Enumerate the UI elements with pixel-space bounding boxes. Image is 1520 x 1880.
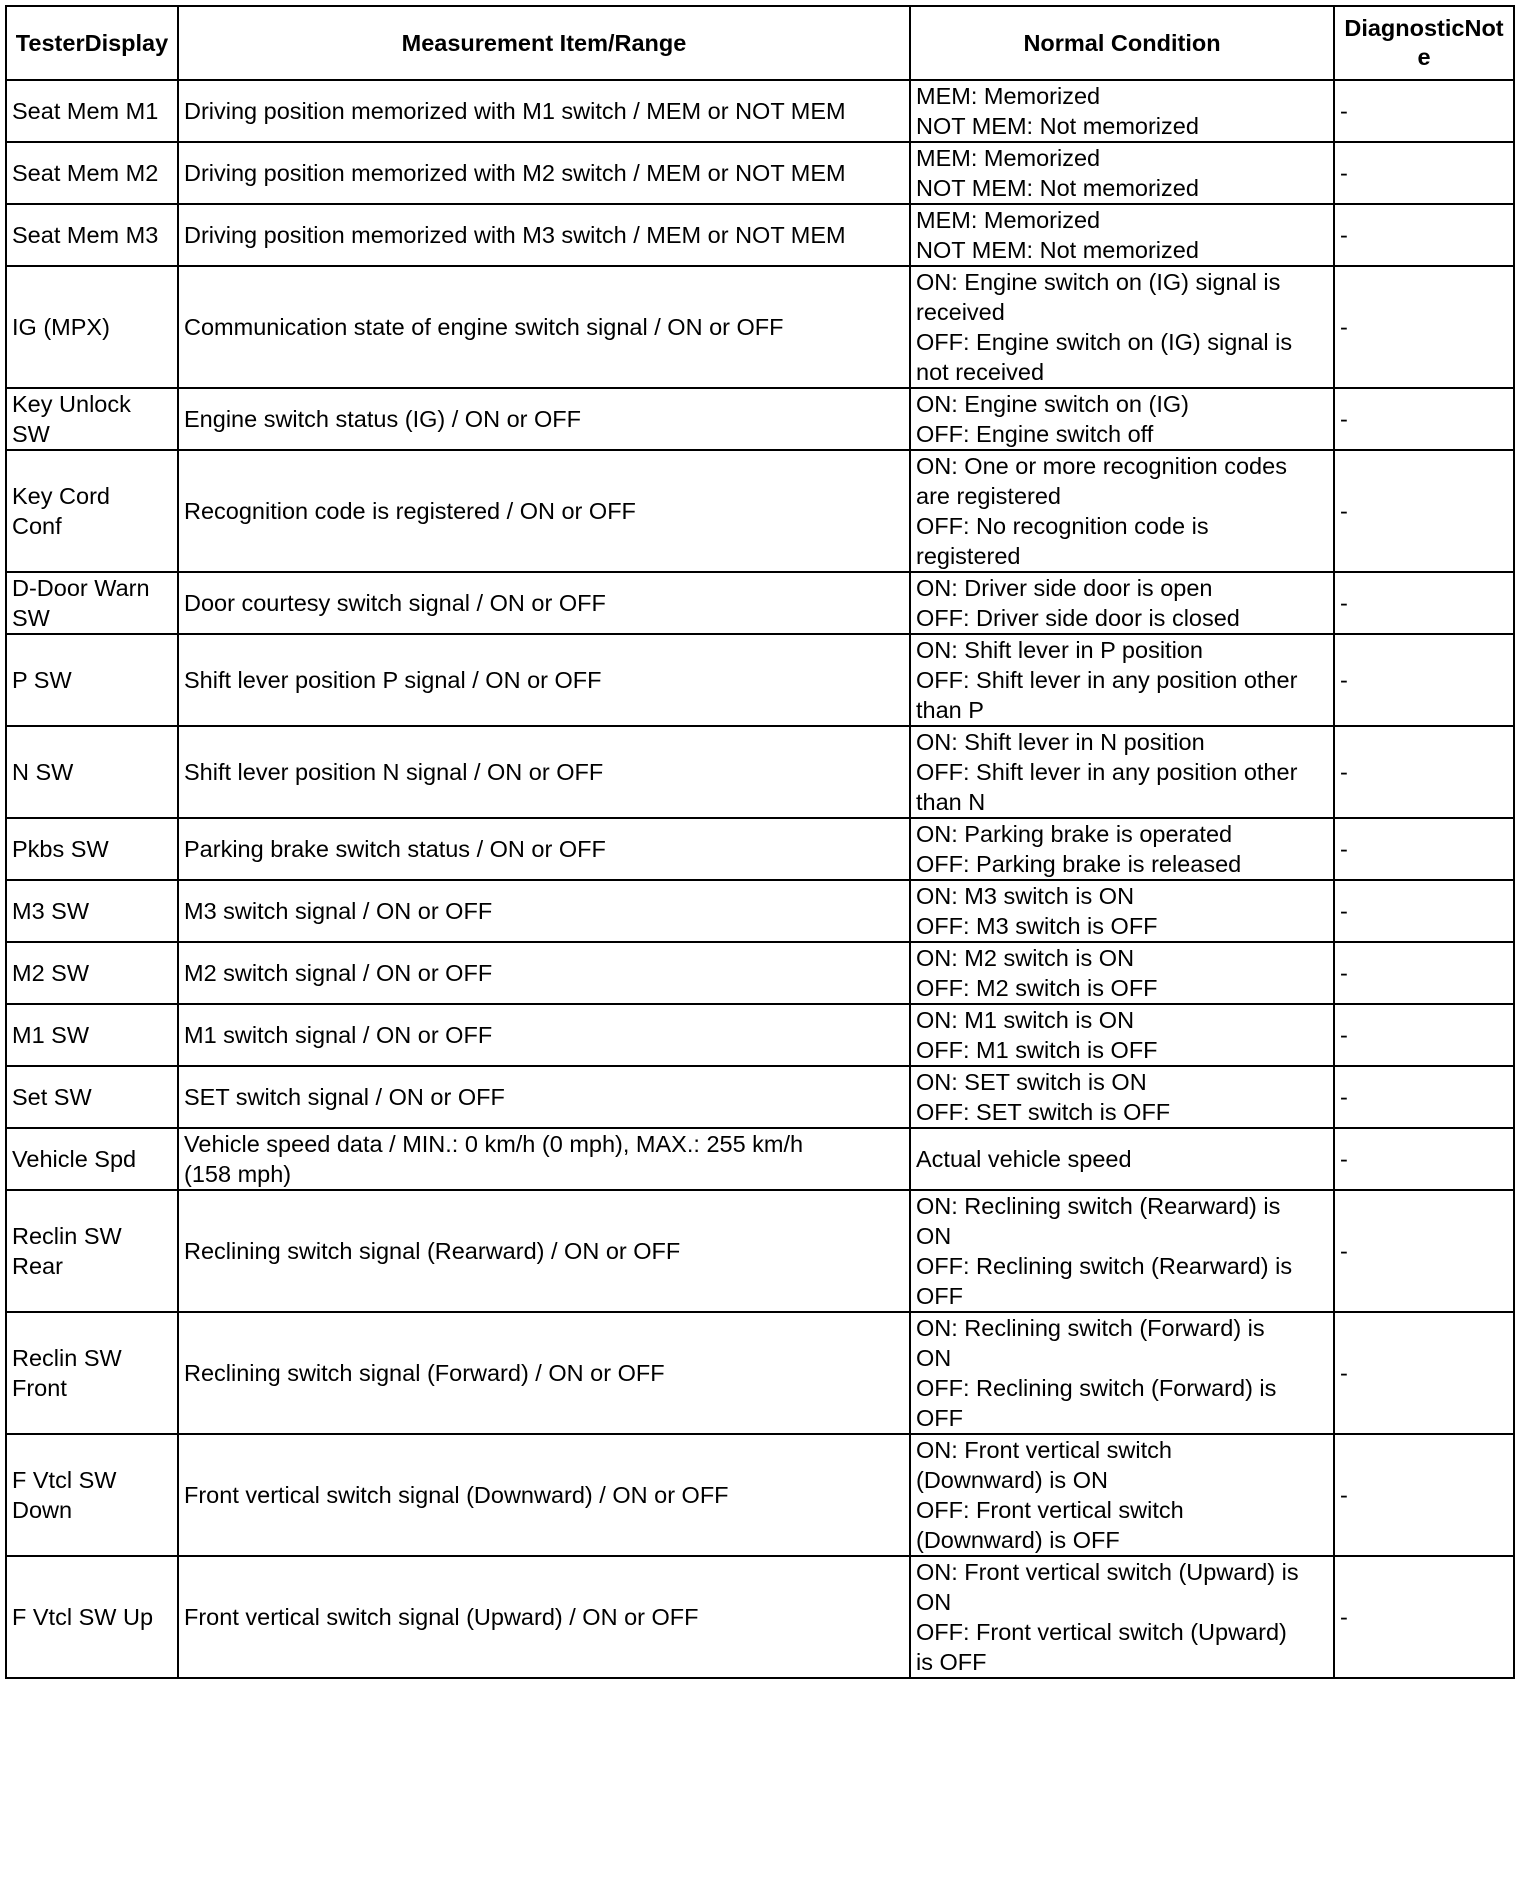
cell-text-line: ON: M2 switch is ON <box>916 945 1135 971</box>
diagnostic-note-cell: - <box>1334 942 1514 1004</box>
normal-condition-cell <box>910 266 1334 388</box>
tester-display-cell <box>6 1556 178 1678</box>
cell-text-line: OFF: M1 switch is OFF <box>916 1037 1158 1063</box>
diagnostic-note-cell: - <box>1334 1190 1514 1312</box>
cell-text-line: Rear <box>12 1253 63 1279</box>
cell-text-line: Front <box>12 1375 67 1401</box>
table-row <box>6 1556 1514 1678</box>
table-row <box>6 880 1514 942</box>
diagnostic-note-cell: - <box>1334 450 1514 572</box>
table-row <box>6 1190 1514 1312</box>
cell-text-line: SW <box>12 421 50 447</box>
cell-text-line: received <box>916 299 1005 325</box>
normal-condition-cell <box>910 942 1334 1004</box>
cell-text-line: ON: Shift lever in P position <box>916 637 1203 663</box>
normal-condition-cell <box>910 1190 1334 1312</box>
diagnostic-note-cell: - <box>1334 634 1514 726</box>
cell-text-line: ON: Engine switch on (IG) <box>916 391 1189 417</box>
tester-display-cell <box>6 818 178 880</box>
measurement-item-cell <box>178 1312 910 1434</box>
cell-text-line: is OFF <box>916 1649 987 1675</box>
cell-text-line: ON: M1 switch is ON <box>916 1007 1135 1033</box>
measurement-item-cell <box>178 572 910 634</box>
cell-text-line: OFF: SET switch is OFF <box>916 1099 1171 1125</box>
header-diagnostic-note <box>1334 6 1514 80</box>
measurement-item-cell <box>178 266 910 388</box>
diagnostic-note-cell: - <box>1334 1066 1514 1128</box>
tester-display-cell <box>6 726 178 818</box>
cell-text-line: Driving position memorized with M3 switch / MEM or NOT MEM <box>184 222 846 248</box>
cell-text-line: Engine switch status (IG) / ON or OFF <box>184 406 581 432</box>
cell-text-line: Recognition code is registered / ON or OFF <box>184 498 636 524</box>
normal-condition-cell <box>910 1066 1334 1128</box>
cell-text-line: M3 switch signal / ON or OFF <box>184 898 493 924</box>
tester-display-cell <box>6 880 178 942</box>
cell-text-line: registered <box>916 543 1021 569</box>
cell-text-line: OFF: Front vertical switch <box>916 1497 1184 1523</box>
cell-text-line: NOT MEM: Not memorized <box>916 237 1199 263</box>
cell-text-line: Reclining switch signal (Forward) / ON or OFF <box>184 1360 665 1386</box>
header-tester-display <box>6 6 178 80</box>
data-list-table <box>5 5 1515 1679</box>
cell-text-line: M1 switch signal / ON or OFF <box>184 1022 493 1048</box>
document-sheet <box>5 5 1513 1679</box>
header-normal-condition <box>910 6 1334 80</box>
normal-condition-cell <box>910 880 1334 942</box>
cell-text-line: ON <box>916 1589 952 1615</box>
diagnostic-note-cell: - <box>1334 726 1514 818</box>
cell-text-line: not received <box>916 359 1045 385</box>
cell-text-line: OFF: M3 switch is OFF <box>916 913 1158 939</box>
cell-text-line: F Vtcl SW Up <box>12 1604 154 1630</box>
cell-text-line: Vehicle Spd <box>12 1146 137 1172</box>
table-row <box>6 818 1514 880</box>
measurement-item-cell <box>178 450 910 572</box>
cell-text-line: Down <box>12 1497 73 1523</box>
cell-text-line: Seat Mem M1 <box>12 98 159 124</box>
table-row <box>6 572 1514 634</box>
tester-display-cell <box>6 204 178 266</box>
measurement-item-cell <box>178 1066 910 1128</box>
header-text-line: Normal Condition <box>1023 29 1221 56</box>
table-row <box>6 1004 1514 1066</box>
cell-text-line: Reclin SW <box>12 1223 122 1249</box>
cell-text-line: P SW <box>12 667 72 693</box>
tester-display-cell <box>6 142 178 204</box>
table-body <box>6 80 1514 1678</box>
normal-condition-cell <box>910 1434 1334 1556</box>
diagnostic-note-cell: - <box>1334 204 1514 266</box>
normal-condition-cell <box>910 818 1334 880</box>
cell-text-line: OFF: Reclining switch (Rearward) is <box>916 1253 1293 1279</box>
cell-text-line: Shift lever position N signal / ON or OFF <box>184 759 604 785</box>
table-row <box>6 1128 1514 1190</box>
diagnostic-note-cell: - <box>1334 572 1514 634</box>
table-row <box>6 266 1514 388</box>
cell-text-line: OFF: Driver side door is closed <box>916 605 1240 631</box>
cell-text-line: OFF: Reclining switch (Forward) is <box>916 1375 1277 1401</box>
measurement-item-cell <box>178 80 910 142</box>
cell-text-line: OFF: Shift lever in any position other <box>916 759 1298 785</box>
table-row <box>6 942 1514 1004</box>
cell-text-line: ON <box>916 1345 952 1371</box>
diagnostic-note-cell: - <box>1334 80 1514 142</box>
measurement-item-cell <box>178 818 910 880</box>
measurement-item-cell <box>178 634 910 726</box>
cell-text-line: Actual vehicle speed <box>916 1146 1132 1172</box>
cell-text-line: Reclin SW <box>12 1345 122 1371</box>
cell-text-line: OFF <box>916 1405 963 1431</box>
cell-text-line: than P <box>916 697 984 723</box>
cell-text-line: Key Cord <box>12 483 110 509</box>
cell-text-line: Front vertical switch signal (Downward) / ON or OFF <box>184 1482 729 1508</box>
measurement-item-cell <box>178 1556 910 1678</box>
tester-display-cell <box>6 942 178 1004</box>
table-header-row <box>6 6 1514 80</box>
table-row <box>6 1066 1514 1128</box>
header-text-line: Note <box>1417 15 1504 70</box>
cell-text-line: Communication state of engine switch signal / ON or OFF <box>184 314 784 340</box>
cell-text-line: Seat Mem M3 <box>12 222 159 248</box>
cell-text-line: (Downward) is ON <box>916 1467 1108 1493</box>
tester-display-cell <box>6 450 178 572</box>
normal-condition-cell <box>910 726 1334 818</box>
measurement-item-cell <box>178 942 910 1004</box>
cell-text-line: ON: Parking brake is operated <box>916 821 1233 847</box>
cell-text-line: are registered <box>916 483 1061 509</box>
cell-text-line: ON: Front vertical switch (Upward) is <box>916 1559 1299 1585</box>
cell-text-line: Reclining switch signal (Rearward) / ON or OFF <box>184 1238 681 1264</box>
cell-text-line: Driving position memorized with M1 switch / MEM or NOT MEM <box>184 98 846 124</box>
normal-condition-cell <box>910 572 1334 634</box>
table-row <box>6 1434 1514 1556</box>
cell-text-line: Set SW <box>12 1084 92 1110</box>
cell-text-line: D-Door Warn <box>12 575 150 601</box>
diagnostic-note-cell: - <box>1334 1434 1514 1556</box>
cell-text-line: ON: M3 switch is ON <box>916 883 1135 909</box>
cell-text-line: Conf <box>12 513 62 539</box>
normal-condition-cell <box>910 450 1334 572</box>
header-text-line: Diagnostic <box>1344 15 1465 41</box>
cell-text-line: N SW <box>12 759 74 785</box>
cell-text-line: ON: SET switch is ON <box>916 1069 1147 1095</box>
cell-text-line: Door courtesy switch signal / ON or OFF <box>184 590 606 616</box>
cell-text-line: ON: Reclining switch (Rearward) is <box>916 1193 1281 1219</box>
measurement-item-cell <box>178 1434 910 1556</box>
diagnostic-note-cell: - <box>1334 1312 1514 1434</box>
cell-text-line: F Vtcl SW <box>12 1467 117 1493</box>
diagnostic-note-cell: - <box>1334 880 1514 942</box>
header-text-line: Display <box>84 29 169 56</box>
cell-text-line: OFF <box>916 1283 963 1309</box>
cell-text-line: M1 SW <box>12 1022 90 1048</box>
cell-text-line: MEM: Memorized <box>916 83 1101 109</box>
tester-display-cell <box>6 1004 178 1066</box>
tester-display-cell <box>6 1312 178 1434</box>
normal-condition-cell <box>910 388 1334 450</box>
header-text-line: Tester <box>15 29 85 56</box>
diagnostic-note-cell: - <box>1334 388 1514 450</box>
diagnostic-note-cell: - <box>1334 142 1514 204</box>
normal-condition-cell <box>910 1556 1334 1678</box>
cell-text-line: than N <box>916 789 986 815</box>
cell-text-line: (158 mph) <box>184 1161 292 1187</box>
measurement-item-cell <box>178 388 910 450</box>
cell-text-line: ON <box>916 1223 952 1249</box>
measurement-item-cell <box>178 1004 910 1066</box>
cell-text-line: NOT MEM: Not memorized <box>916 113 1199 139</box>
cell-text-line: ON: One or more recognition codes <box>916 453 1287 479</box>
measurement-item-cell <box>178 880 910 942</box>
cell-text-line: M2 switch signal / ON or OFF <box>184 960 493 986</box>
cell-text-line: OFF: M2 switch is OFF <box>916 975 1158 1001</box>
cell-text-line: M3 SW <box>12 898 90 924</box>
cell-text-line: OFF: Engine switch on (IG) signal is <box>916 329 1293 355</box>
normal-condition-cell <box>910 634 1334 726</box>
tester-display-cell <box>6 1066 178 1128</box>
cell-text-line: OFF: Shift lever in any position other <box>916 667 1298 693</box>
table-row <box>6 726 1514 818</box>
cell-text-line: MEM: Memorized <box>916 145 1101 171</box>
measurement-item-cell <box>178 204 910 266</box>
cell-text-line: Pkbs SW <box>12 836 109 862</box>
tester-display-cell <box>6 572 178 634</box>
cell-text-line: OFF: Engine switch off <box>916 421 1154 447</box>
measurement-item-cell <box>178 726 910 818</box>
tester-display-cell <box>6 1434 178 1556</box>
normal-condition-cell <box>910 1312 1334 1434</box>
table-row <box>6 142 1514 204</box>
cell-text-line: Front vertical switch signal (Upward) / ON or OFF <box>184 1604 699 1630</box>
cell-text-line: MEM: Memorized <box>916 207 1101 233</box>
cell-text-line: Vehicle speed data / MIN.: 0 km/h (0 mph), MAX.: 255 km/h <box>184 1131 804 1157</box>
tester-display-cell <box>6 1190 178 1312</box>
cell-text-line: M2 SW <box>12 960 90 986</box>
table-row <box>6 634 1514 726</box>
cell-text-line: Parking brake switch status / ON or OFF <box>184 836 606 862</box>
table-row <box>6 204 1514 266</box>
cell-text-line: ON: Front vertical switch <box>916 1437 1172 1463</box>
diagnostic-note-cell: - <box>1334 266 1514 388</box>
diagnostic-note-cell: - <box>1334 1128 1514 1190</box>
measurement-item-cell <box>178 1128 910 1190</box>
cell-text-line: NOT MEM: Not memorized <box>916 175 1199 201</box>
cell-text-line: Driving position memorized with M2 switch / MEM or NOT MEM <box>184 160 846 186</box>
cell-text-line: OFF: No recognition code is <box>916 513 1209 539</box>
normal-condition-cell <box>910 142 1334 204</box>
cell-text-line: ON: Reclining switch (Forward) is <box>916 1315 1265 1341</box>
cell-text-line: IG (MPX) <box>12 314 110 340</box>
table-row <box>6 1312 1514 1434</box>
normal-condition-cell <box>910 80 1334 142</box>
header-measurement-item <box>178 6 910 80</box>
cell-text-line: ON: Engine switch on (IG) signal is <box>916 269 1281 295</box>
diagnostic-note-cell: - <box>1334 1556 1514 1678</box>
cell-text-line: ON: Shift lever in N position <box>916 729 1205 755</box>
cell-text-line: OFF: Front vertical switch (Upward) <box>916 1619 1287 1645</box>
measurement-item-cell <box>178 1190 910 1312</box>
cell-text-line: SW <box>12 605 50 631</box>
cell-text-line: Seat Mem M2 <box>12 160 159 186</box>
cell-text-line: ON: Driver side door is open <box>916 575 1213 601</box>
cell-text-line: OFF: Parking brake is released <box>916 851 1242 877</box>
cell-text-line: SET switch signal / ON or OFF <box>184 1084 505 1110</box>
cell-text-line: Key Unlock <box>12 391 131 417</box>
diagnostic-note-cell: - <box>1334 1004 1514 1066</box>
table-row <box>6 80 1514 142</box>
normal-condition-cell <box>910 204 1334 266</box>
measurement-item-cell <box>178 142 910 204</box>
tester-display-cell <box>6 266 178 388</box>
cell-text-line: (Downward) is OFF <box>916 1527 1120 1553</box>
tester-display-cell <box>6 388 178 450</box>
tester-display-cell <box>6 80 178 142</box>
header-text-line: Measurement Item/Range <box>401 29 687 56</box>
cell-text-line: Shift lever position P signal / ON or OFF <box>184 667 602 693</box>
table-row <box>6 388 1514 450</box>
tester-display-cell <box>6 1128 178 1190</box>
diagnostic-note-cell: - <box>1334 818 1514 880</box>
table-row <box>6 450 1514 572</box>
normal-condition-cell <box>910 1128 1334 1190</box>
normal-condition-cell <box>910 1004 1334 1066</box>
tester-display-cell <box>6 634 178 726</box>
